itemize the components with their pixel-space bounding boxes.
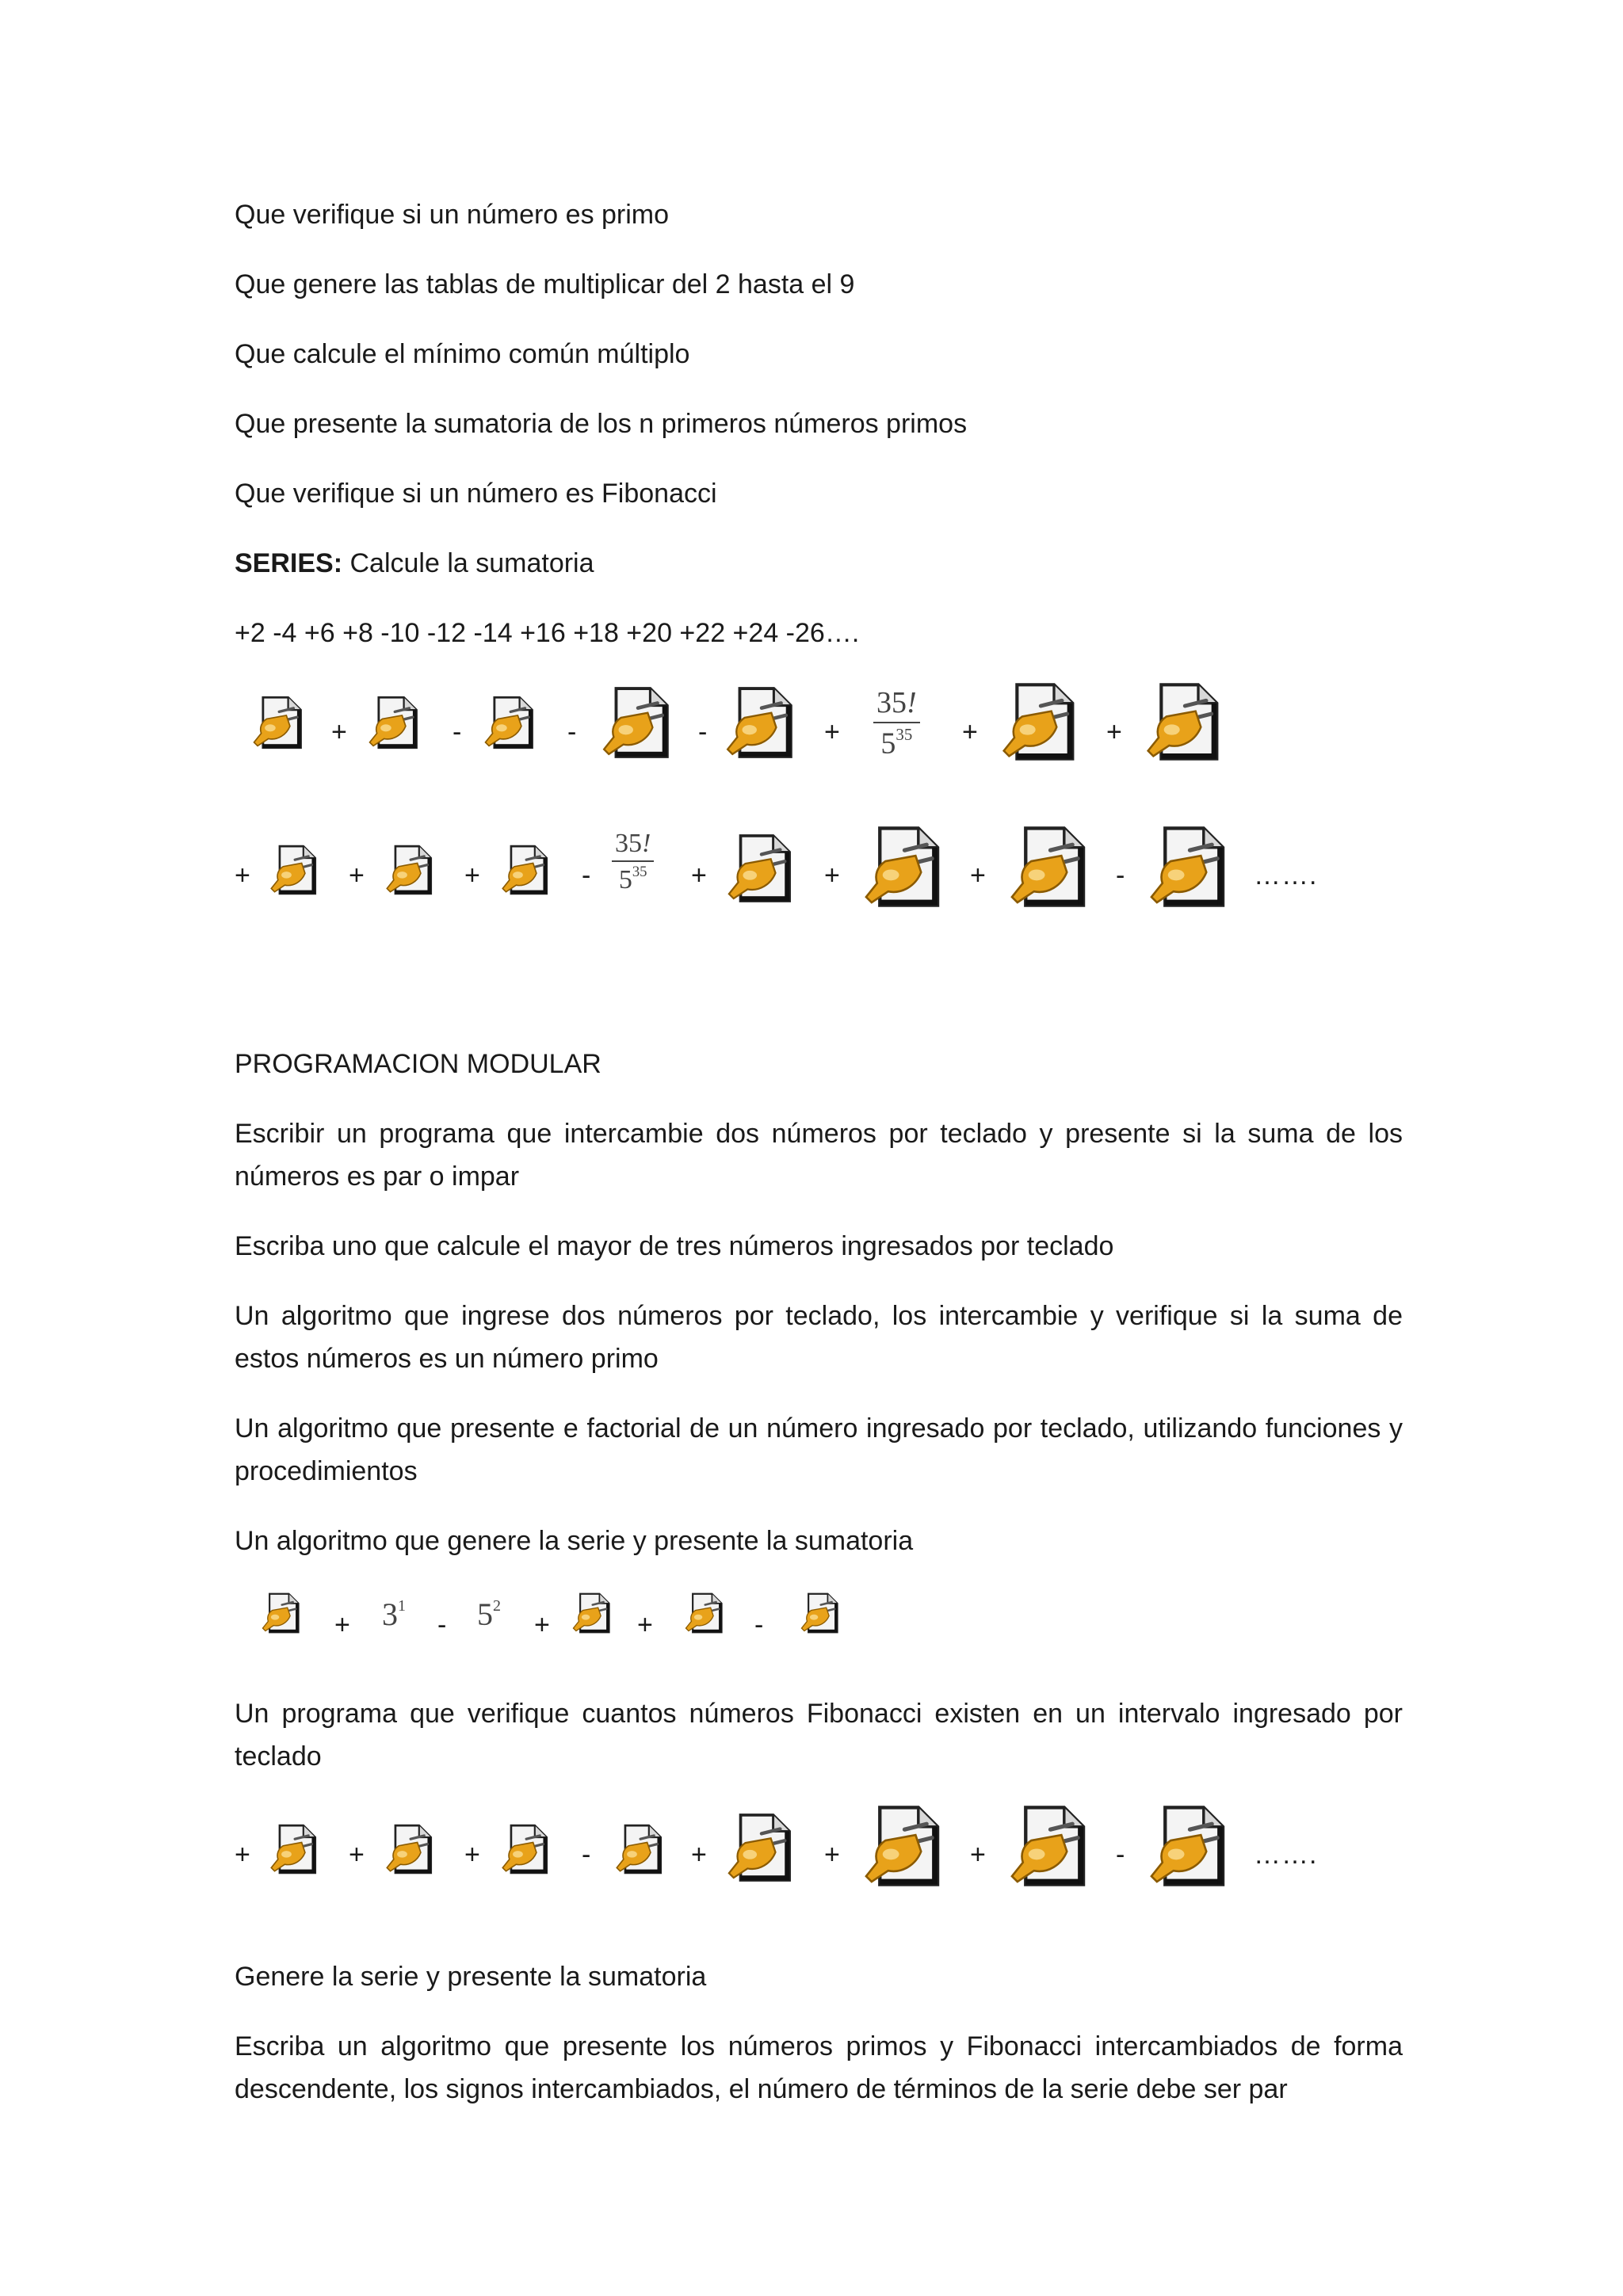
plus-sign: + xyxy=(464,1840,480,1870)
object-icon xyxy=(260,1592,301,1634)
fraction-numerator: 35 xyxy=(876,686,907,719)
object-icon xyxy=(482,695,536,750)
fraction-base: 5 xyxy=(880,727,896,761)
object-icon xyxy=(1006,824,1089,910)
plus-sign: + xyxy=(637,1610,653,1640)
exercise-max-of-three: Escriba uno que calcule el mayor de tres números ingresados por teclado xyxy=(235,1231,1114,1261)
formula-row-1 xyxy=(235,677,1423,780)
object-icon xyxy=(861,1803,943,1889)
object-icon xyxy=(683,1592,724,1634)
exercise-fibonacci-interval: Un programa que verifique cuantos números Fibonacci existen en un intervalo ingresado por teclado xyxy=(235,1699,1403,1772)
object-icon xyxy=(724,833,794,903)
object-icon xyxy=(1146,1803,1228,1889)
minus-sign: - xyxy=(437,1610,447,1640)
series-label: SERIES: xyxy=(235,548,343,578)
formula-row-3 xyxy=(235,1577,1423,1656)
formula-row-2 xyxy=(235,821,1423,924)
plus-sign: + xyxy=(824,717,840,747)
plus-sign: + xyxy=(235,1840,250,1870)
object-icon xyxy=(384,1824,434,1875)
ellipsis: ……. xyxy=(1254,1840,1318,1870)
series-instruction: Calcule la sumatoria xyxy=(342,548,594,578)
exercise-swap-parity: Escribir un programa que intercambie dos números por teclado y presente si la suma de los números es par o impar xyxy=(235,1119,1403,1192)
object-icon xyxy=(268,845,319,895)
object-icon xyxy=(1146,824,1228,910)
exercise-prime-sum: Que presente la sumatoria de los n primeros números primos xyxy=(235,409,968,439)
object-icon xyxy=(723,685,796,760)
object-icon xyxy=(599,685,672,760)
exercise-multiplication-tables: Que genere las tablas de multiplicar del 2 hasta el 9 xyxy=(235,269,855,299)
object-icon xyxy=(1006,1803,1089,1889)
factorial-symbol: ! xyxy=(907,686,917,719)
minus-sign: - xyxy=(567,717,577,747)
power-exponent: 1 xyxy=(398,1597,406,1615)
fraction-factorial xyxy=(873,685,920,761)
plus-sign: + xyxy=(1106,717,1122,747)
plus-sign: + xyxy=(691,1840,707,1870)
object-icon xyxy=(384,845,434,895)
plus-sign: + xyxy=(970,860,986,891)
minus-sign: - xyxy=(698,717,708,747)
object-icon xyxy=(499,845,550,895)
power-exponent: 2 xyxy=(493,1597,501,1615)
series-sequence: +2 -4 +6 +8 -10 -12 -14 +16 +18 +20 +22 +24 -26…. xyxy=(235,618,860,648)
plus-sign: + xyxy=(824,1840,840,1870)
plus-sign: + xyxy=(962,717,978,747)
exercise-fibonacci-check: Que verifique si un número es Fibonacci xyxy=(235,479,717,509)
exercise-generate-series: Genere la serie y presente la sumatoria xyxy=(235,1962,707,1992)
fraction-numerator: 35 xyxy=(615,829,642,858)
plus-sign: + xyxy=(970,1840,986,1870)
exercise-prime-check: Que verifique si un número es primo xyxy=(235,200,670,230)
power-term xyxy=(382,1596,406,1633)
plus-sign: + xyxy=(235,860,250,891)
fraction-factorial xyxy=(612,829,654,895)
minus-sign: - xyxy=(582,860,591,891)
minus-sign: - xyxy=(582,1840,591,1870)
minus-sign: - xyxy=(1116,1840,1125,1870)
plus-sign: + xyxy=(464,860,480,891)
exercise-series-sum: Un algoritmo que genere la serie y presente la sumatoria xyxy=(235,1526,914,1556)
exercise-primes-fibonacci: Escriba un algoritmo que presente los números primos y Fibonacci intercambiados de forma descendente, los signos intercambiados, el número de términos de la serie debe ser par xyxy=(235,2031,1403,2104)
object-icon xyxy=(366,695,420,750)
plus-sign: + xyxy=(331,717,347,747)
formula-row-4 xyxy=(235,1800,1423,1903)
object-icon xyxy=(799,1592,840,1634)
minus-sign: - xyxy=(453,717,462,747)
power-base: 5 xyxy=(477,1596,493,1632)
factorial-symbol: ! xyxy=(642,829,651,858)
exercise-lcm: Que calcule el mínimo común múltiplo xyxy=(235,339,690,369)
power-term xyxy=(477,1596,501,1633)
object-icon xyxy=(613,1824,664,1875)
series-heading xyxy=(235,542,594,585)
plus-sign: + xyxy=(824,860,840,891)
ellipsis: ……. xyxy=(1254,860,1318,891)
plus-sign: + xyxy=(349,1840,365,1870)
plus-sign: + xyxy=(534,1610,550,1640)
object-icon xyxy=(250,695,304,750)
object-icon xyxy=(1143,681,1222,763)
minus-sign: - xyxy=(754,1610,764,1640)
object-icon xyxy=(571,1592,612,1634)
plus-sign: + xyxy=(691,860,707,891)
exercise-swap-prime-sum: Un algoritmo que ingrese dos números por teclado, los intercambie y verifique si la suma de estos números es un número primo xyxy=(235,1301,1403,1374)
object-icon xyxy=(268,1824,319,1875)
plus-sign: + xyxy=(349,860,365,891)
object-icon xyxy=(999,681,1078,763)
fraction-exponent: 35 xyxy=(896,725,913,744)
object-icon xyxy=(724,1813,794,1882)
object-icon xyxy=(499,1824,550,1875)
power-base: 3 xyxy=(382,1596,398,1632)
object-icon xyxy=(861,824,943,910)
fraction-base: 5 xyxy=(618,864,632,894)
fraction-exponent: 35 xyxy=(632,864,647,880)
exercise-factorial: Un algoritmo que presente e factorial de un número ingresado por teclado, utilizando funciones y procedimientos xyxy=(235,1413,1403,1486)
minus-sign: - xyxy=(1116,860,1125,891)
section-title-modular: PROGRAMACION MODULAR xyxy=(235,1049,601,1079)
plus-sign: + xyxy=(334,1610,350,1640)
